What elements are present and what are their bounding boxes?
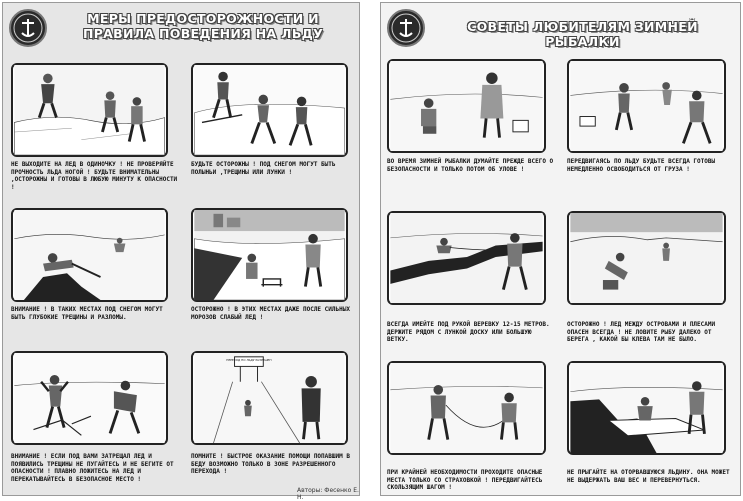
illustration-safety-line [387,361,546,455]
caption-3: ВСЕГДА ИМЕЙТЕ ПОД РУКОЙ ВЕРЕВКУ 12-15 МЕТРОВ. ДЕРЖИТЕ РЯДОМ С ЛУНКОЙ ДОСКУ ИЛИ БОЛЬШУЮ ВЕТКУ. [387,321,550,344]
crossing-sign-text: ПЕРЕХОД ПО ЛЬДУ РАЗРЕШЕН [226,358,272,363]
caption-6: ПОМНИТЕ ! БЫСТРОЕ ОКАЗАНИЕ ПОМОЩИ ПОПАВШИМ В БЕДУ ВОЗМОЖНО ТОЛЬКО В ЗОНЕ РАЗРЕШЕННОГО ПЕРЕХОДА ! [191,453,350,476]
caption-4: ОСТОРОЖНО ! В ЭТИХ МЕСТАХ ДАЖЕ ПОСЛЕ СИЛЬНЫХ МОРОЗОВ СЛАБЫЙ ЛЕД ! [191,306,350,321]
ice-safety-poster [2,2,360,501]
illustration-ice-floe [567,361,726,455]
navy-emblem-icon [387,9,425,47]
poster-title: СОВЕТЫ ЛЮБИТЕЛЯМ ЗИМНЕЙ РЫБАЛКИ [467,19,698,49]
caption-5: ПРИ КРАЙНЕЙ НЕОБХОДИМОСТИ ПРОХОДИТЕ ОПАСНЫЕ МЕСТА ТОЛЬКО СО СТРАХОВКОЙ ! ПЕРЕДВИГАЙТЕСЬ СКОЛЬЗЯЩИМ ШАГОМ ! [387,469,543,492]
caption-6: НЕ ПРЫГАЙТЕ НА ОТОРВАВШУЮСЯ ЛЬДИНУ. ОНА МОЖЕТ НЕ ВЫДЕРЖАТЬ ВАШ ВЕС И ПЕРЕВЕРНУТЬСЯ. [567,469,730,484]
caption-1: ВО ВРЕМЯ ЗИМНЕЙ РЫБАЛКИ ДУМАЙТЕ ПРЕЖДЕ ВСЕГО О БЕЗОПАСНОСТИ И ТОЛЬКО ПОТОМ ОБ УЛОВЕ ! [387,158,554,173]
illustration-crack-fall [11,208,168,302]
illustration-carrying-gear [567,59,726,153]
winter-fishing-poster [380,2,741,496]
illustration-crossing-zone [191,351,348,445]
navy-emblem-icon [9,9,47,47]
illustration-cracking-ice [11,351,168,445]
illustration-rope-rescue [387,211,546,305]
illustration-skiers [191,63,348,157]
caption-2: ПЕРЕДВИГАЯСЬ ПО ЛЬДУ БУДЬТЕ ВСЕГДА ГОТОВЫ НЕМЕДЛЕННО ОСВОБОДИТЬСЯ ОТ ГРУЗА ! [567,158,716,173]
illustration-ice-fishers [387,59,546,153]
authors-credit: Авторы: Фесенко Е. Н. [297,487,359,501]
poster-title: МЕРЫ ПРЕДОСТОРОЖНОСТИ И ПРАВИЛА ПОВЕДЕНИЯ НА ЛЬДУ [82,11,324,41]
illustration-walking-alone [11,63,168,157]
caption-4: ОСТОРОЖНО ! ЛЕД МЕЖДУ ОСТРОВАМИ И ПЛЕСАМИ ОПАСЕН ВСЕГДА ! НЕ ЛОВИТЕ РЫБУ ДАЛЕКО ОТ БЕРЕГА , КАКОЙ БЫ КЛЕВА ТАМ НЕ БЫЛО. [567,321,716,344]
illustration-thin-ice-sled [191,208,348,302]
caption-5: ВНИМАНИЕ ! ЕСЛИ ПОД ВАМИ ЗАТРЕЩАЛ ЛЕД И ПОЯВИЛИСЬ ТРЕЩИНЫ НЕ ПУГАЙТЕСЬ И НЕ БЕГИТЕ ОТ ОПАСНОСТИ ! ПЛАВНО ЛОЖИТЕСЬ НА ЛЕД И ПЕРЕКАТЫВАЙТЕСЬ В БЕЗОПАСНОЕ МЕСТО ! [11,453,174,483]
caption-2: БУДЬТЕ ОСТОРОЖНЫ ! ПОД СНЕГОМ МОГУТ БЫТЬ ПОЛЫНЬИ ,ТРЕЩИНЫ ИЛИ ЛУНКИ ! [191,161,336,176]
caption-1: НЕ ВЫХОДИТЕ НА ЛЕД В ОДИНОЧКУ ! НЕ ПРОВЕРЯЙТЕ ПРОЧНОСТЬ ЛЬДА НОГОЙ ! БУДЬТЕ ВНИМАТЕЛЬНЫ ,ОСТОРОЖНЫ И ГОТОВЫ В ЛЮБУЮ МИНУТУ К ОПАСНОСТИ ! [11,161,178,191]
caption-3: ВНИМАНИЕ ! В ТАКИХ МЕСТАХ ПОД СНЕГОМ МОГУТ БЫТЬ ГЛУБОКИЕ ТРЕЩИНЫ И РАЗЛОМЫ. [11,306,163,321]
illustration-islands-ice [567,211,726,305]
